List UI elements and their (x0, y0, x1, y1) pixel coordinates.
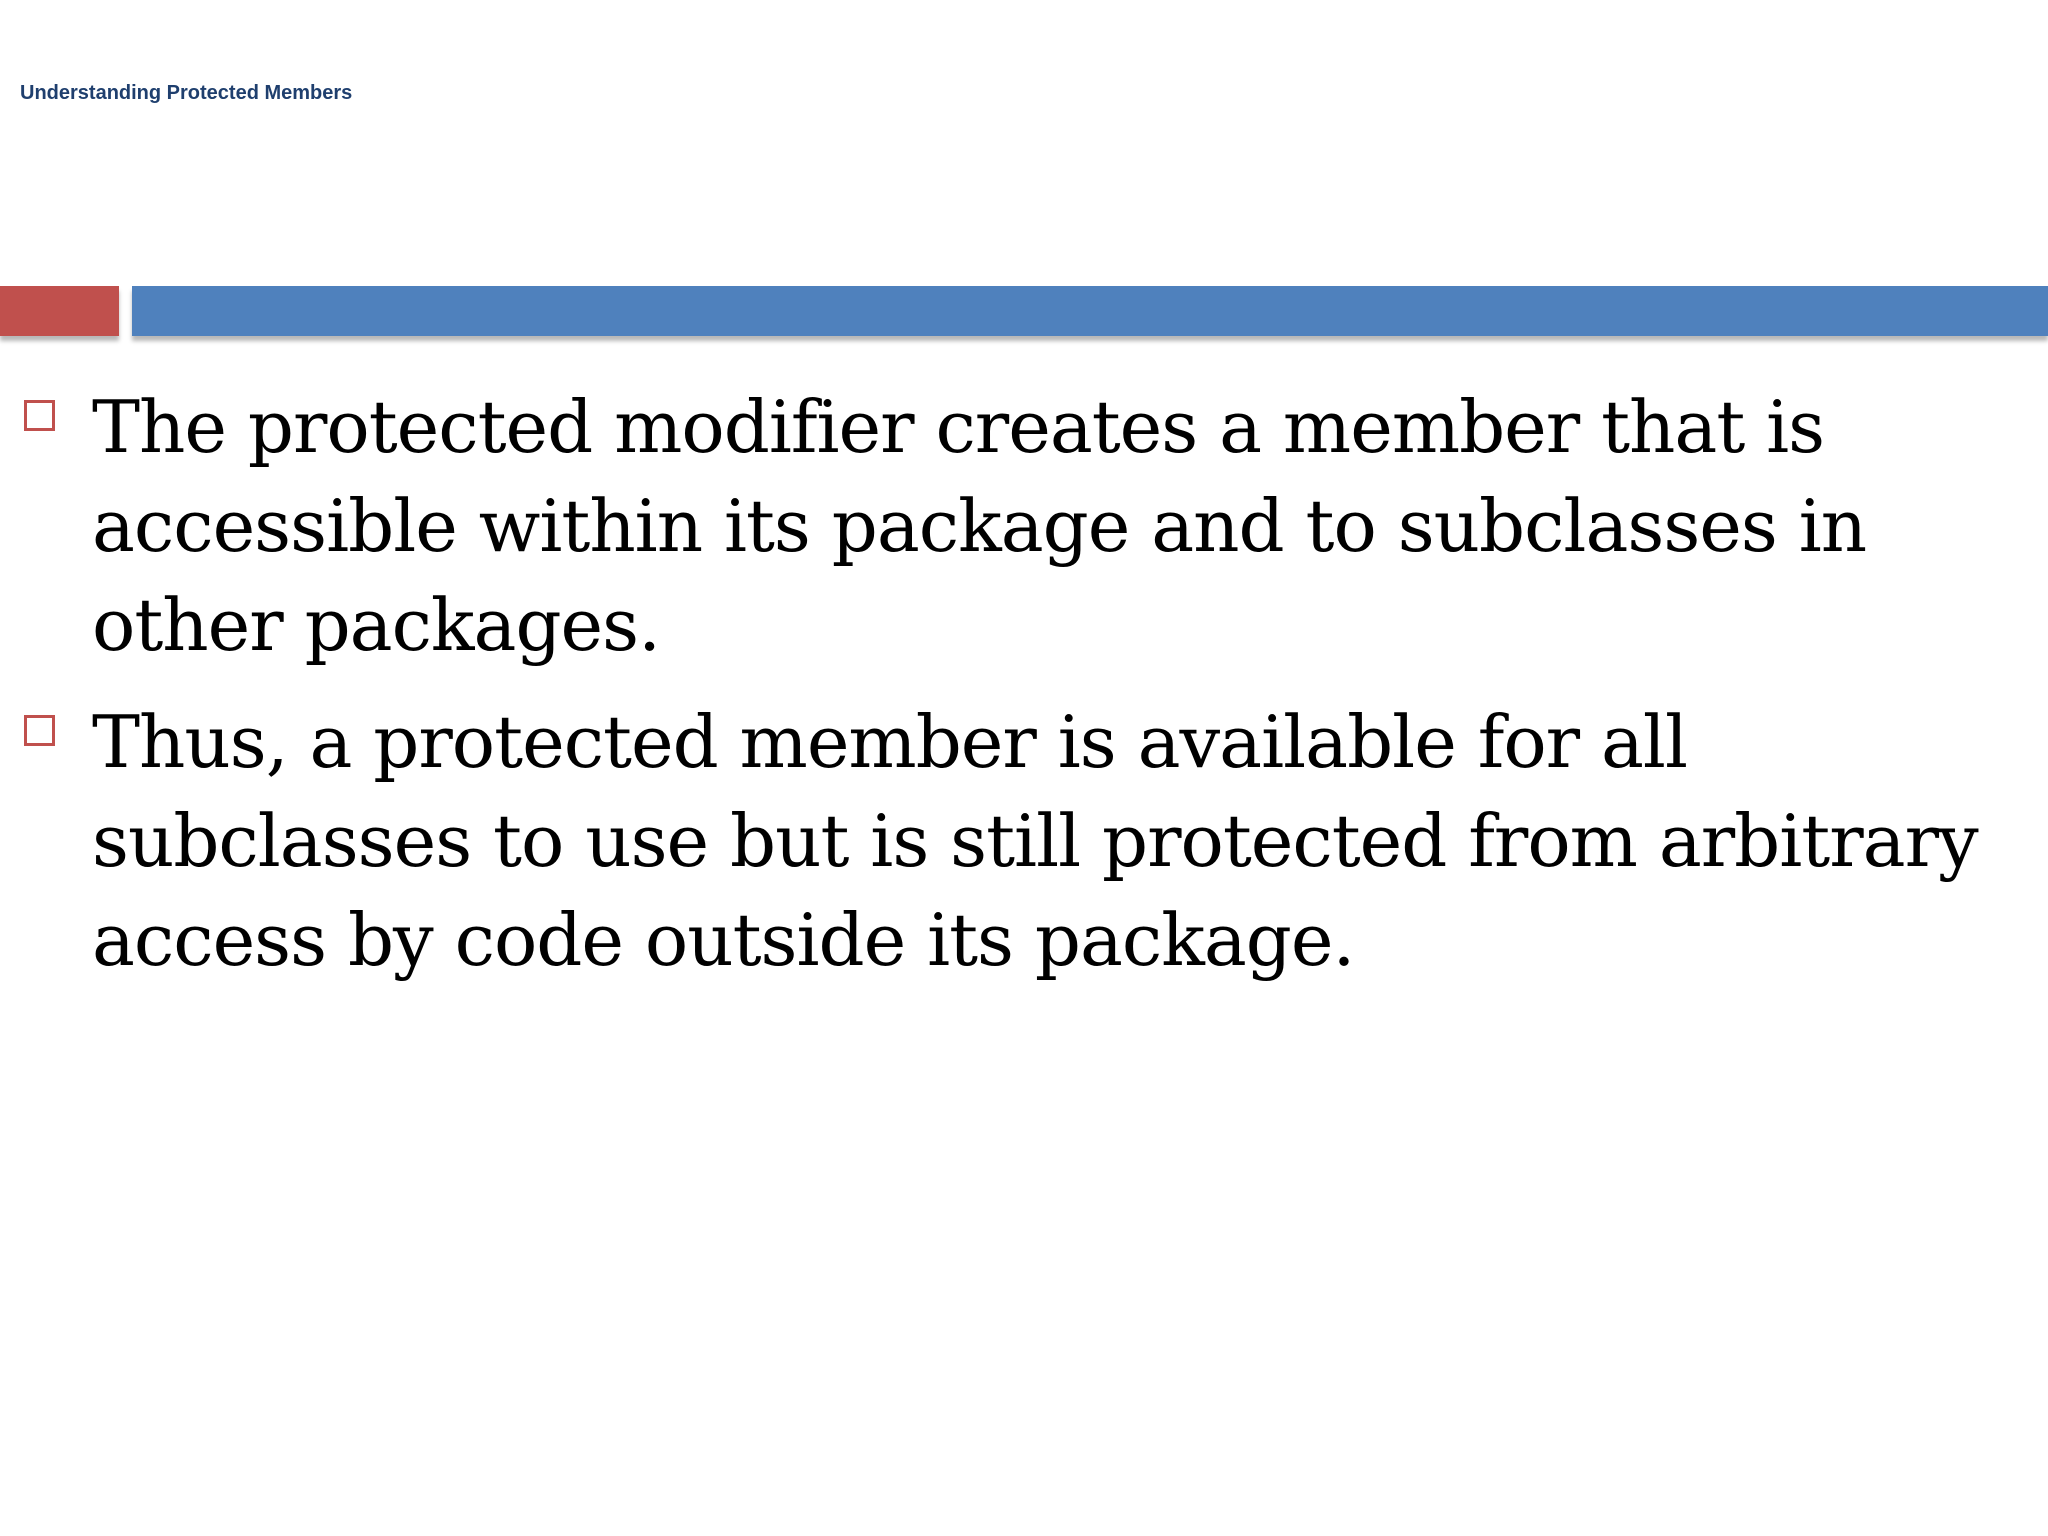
title-divider (0, 286, 2048, 340)
bullet-list (22, 378, 2012, 1008)
bullet-item (22, 378, 2012, 675)
bullet-text: The protected modifier creates a member that is accessible within its package and to subclasses in other packages. (92, 385, 1867, 667)
bullet-item (22, 693, 2012, 990)
square-bullet-icon (24, 715, 55, 746)
bullet-text: Thus, a protected member is available for all subclasses to use but is still protected from arbitrary access by code outside its package. (92, 700, 1978, 982)
slide-title: Understanding Protected Members (20, 82, 353, 104)
square-bullet-icon (24, 400, 55, 431)
accent-bar-red (0, 286, 119, 336)
accent-bar-blue (132, 286, 2048, 336)
